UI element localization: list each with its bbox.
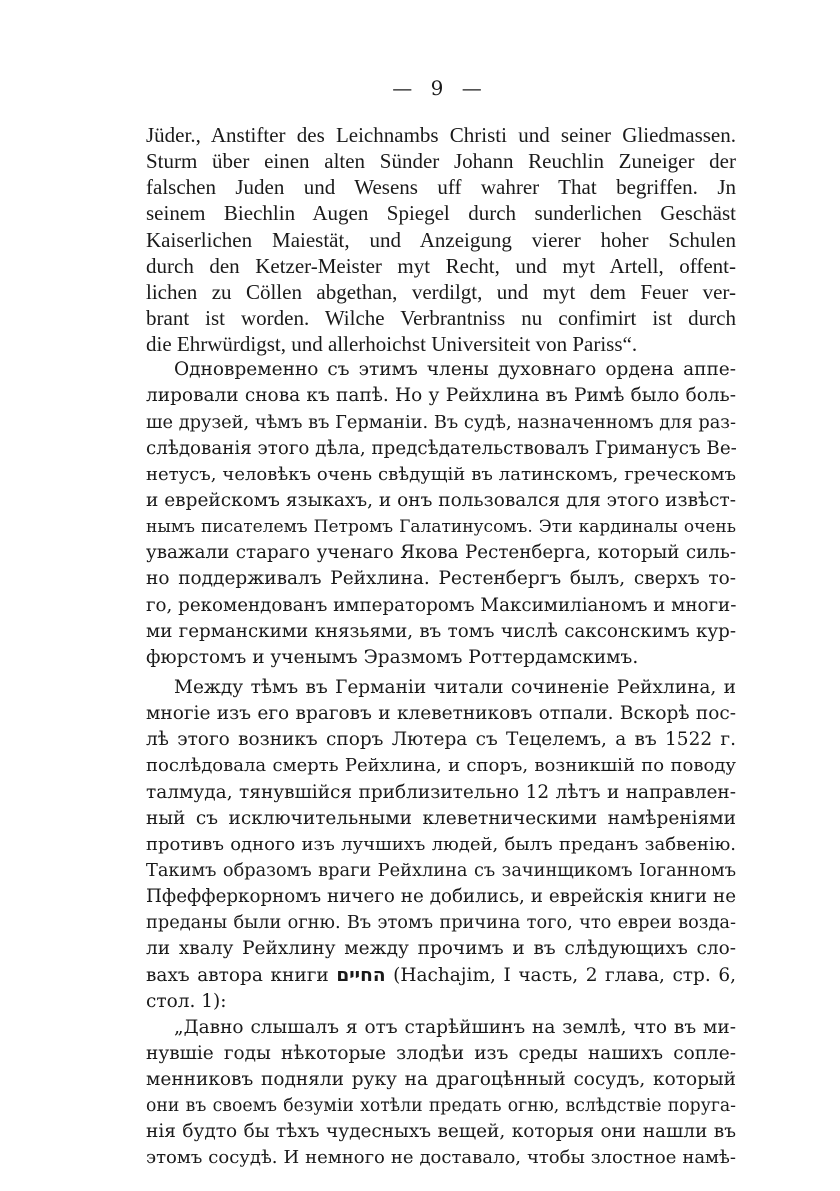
- text-line: нетусъ, человѣкъ очень свѣдущiй въ латинскомъ, греческомъ: [146, 463, 736, 485]
- book-line-before: вахъ автора книги: [146, 964, 329, 986]
- page-number: — 9 —: [392, 76, 488, 100]
- text-line: они въ своемъ безумiи хотѣли предать огню, вслѣдствiе поруга-: [146, 1096, 736, 1117]
- text-line: талмуда, тянувшiйся приблизительно 12 лѣтъ и направлен-: [146, 781, 736, 803]
- body-text: [146, 122, 736, 1172]
- text-line: ми германскими князьями, въ томъ числѣ саксонскимъ кур-: [146, 620, 736, 642]
- text-line: послѣдовала смерть Рейхлина, и споръ, возникшiй по поводу: [146, 755, 736, 777]
- text-line: и еврейскомъ языкахъ, и онъ пользовался для этого извѣст-: [146, 489, 736, 511]
- text-line: durch den Ketzer-Meister myt Recht, und myt Artell, offent-: [146, 253, 736, 278]
- text-line: Такимъ образомъ враги Рейхлина съ зачинщикомъ Iоганномъ: [146, 860, 736, 881]
- text-line: seinem Biechlin Augen Spiegel durch sunderlichen Geschäst: [146, 201, 736, 226]
- text-line: слѣдованiя этого дѣла, предсѣдательствовалъ Гриманусъ Ве-: [146, 437, 737, 459]
- text-line: die Ehrwürdigst, und allerhoichst Universiteit von Pariss“.: [146, 332, 638, 357]
- book-title-line: [146, 963, 736, 989]
- text-line: ный съ исключительными клеветническими намѣренiями: [146, 807, 736, 829]
- text-line: Kaiserlichen Maiestät, und Anzeigung vierer hoher Schulen: [146, 227, 736, 252]
- text-line: стол. 1):: [146, 990, 227, 1012]
- text-line: Пфефферкорномъ ничего не добились, и еврейскiя книги не: [146, 886, 736, 908]
- text-line: но поддерживалъ Рейхлина. Рестенбергъ былъ, сверхъ то-: [146, 568, 736, 590]
- text-line: лировали снова къ папѣ. Но у Рейхлина въ Римѣ было боль-: [146, 385, 736, 407]
- paragraph-quote: [146, 1015, 736, 1172]
- book-line-after: (Hachajim, I часть, 2 глава, стр. 6,: [393, 964, 736, 986]
- text-line: лѣ этого возникъ споръ Лютера съ Тецелемъ, а въ 1522 г.: [146, 729, 736, 751]
- text-line: менниковъ подняли руку на драгоцѣнный сосудъ, который: [146, 1069, 736, 1091]
- text-line: ше друзей, чѣмъ въ Германiи. Въ судѣ, назначенномъ для раз-: [146, 412, 736, 433]
- text-line: brant ist worden. Wilche Verbrantniss nu confimirt ist durch: [146, 305, 736, 330]
- text-line: нiя будто бы тѣхъ чудесныхъ вещей, которыя они нашли въ: [146, 1121, 736, 1143]
- text-line: противъ одного изъ лучшихъ людей, былъ преданъ забвенiю.: [146, 833, 736, 855]
- paragraph-german-quote: [146, 122, 736, 357]
- text-line: фюрстомъ и ученымъ Эразмомъ Роттердамскимъ.: [146, 646, 639, 668]
- text-line: нувшiе годы нѣкоторые злодѣи изъ среды нашихъ сопле-: [146, 1042, 736, 1064]
- text-line: нымъ писателемъ Петромъ Галатинусомъ. Эти кардиналы очень: [146, 517, 736, 538]
- text-line: lichen zu Cöllen abgethan, verdilgt, und myt dem Feuer ver-: [146, 279, 736, 304]
- hebrew-book-title: החיים: [336, 964, 386, 986]
- text-line: уважали стараго ученаго Якова Рестенберга, который силь-: [146, 542, 736, 564]
- text-line: falschen Juden und Wesens uff wahrer That begriffen. Jn: [146, 175, 736, 200]
- text-line: Sturm über einen alten Sünder Johann Reuchlin Zuneiger der: [146, 149, 736, 174]
- text-line: „Давно слышалъ я отъ старѣйшинъ на землѣ, что въ ми-: [174, 1016, 736, 1038]
- text-line: Одновременно съ этимъ члены духовнаго ордена аппе-: [174, 359, 736, 381]
- paragraph: [146, 357, 736, 671]
- text-line: Между тѣмъ въ Германiи читали сочиненiе Рейхлина, и: [174, 676, 736, 698]
- text-line: преданы были огню. Въ этомъ причина того, что евреи возда-: [146, 913, 736, 934]
- text-line: ли хвалу Рейхлину между прочимъ и въ слѣдующихъ сло-: [146, 938, 736, 960]
- text-line: этомъ сосудѣ. И немного не доставало, чтобы злостное намѣ-: [146, 1147, 736, 1169]
- text-line: го, рекомендованъ императоромъ Максимилiаномъ и многи-: [146, 594, 737, 616]
- text-line: Jüder., Anstifter des Leichnambs Christi und seiner Gliedmassen.: [146, 123, 736, 147]
- text-line: многiе изъ его враговъ и клеветниковъ отпали. Вскорѣ пос-: [146, 703, 736, 725]
- paragraph: [146, 675, 736, 1015]
